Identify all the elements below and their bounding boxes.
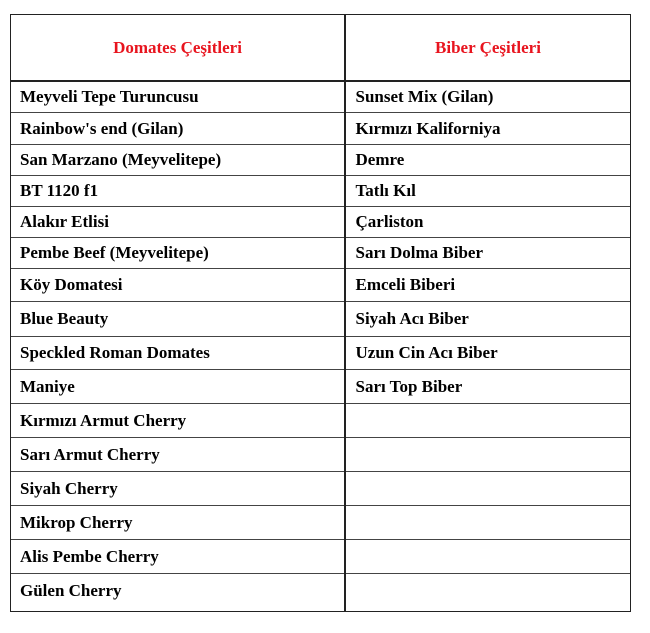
pepper-variety-cell: Sarı Top Biber bbox=[346, 370, 631, 404]
table-row bbox=[11, 269, 630, 302]
tomato-variety-cell: Pembe Beef (Meyvelitepe) bbox=[11, 238, 346, 269]
tomato-variety-cell: Siyah Cherry bbox=[11, 472, 346, 506]
table-row bbox=[11, 574, 630, 609]
column-divider bbox=[344, 15, 346, 611]
tomato-variety-cell: Blue Beauty bbox=[11, 302, 346, 337]
table-row bbox=[11, 207, 630, 238]
table-row bbox=[11, 370, 630, 404]
pepper-variety-cell: Siyah Acı Biber bbox=[346, 302, 631, 337]
pepper-variety-cell bbox=[346, 472, 631, 506]
pepper-variety-cell bbox=[346, 540, 631, 574]
table-row bbox=[11, 238, 630, 269]
tomato-variety-cell: Sarı Armut Cherry bbox=[11, 438, 346, 472]
pepper-variety-cell: Çarliston bbox=[346, 207, 631, 238]
table-row bbox=[11, 506, 630, 540]
tomato-variety-cell: BT 1120 f1 bbox=[11, 176, 346, 207]
tomato-variety-cell: Rainbow's end (Gilan) bbox=[11, 113, 346, 145]
table-row bbox=[11, 438, 630, 472]
pepper-variety-cell: Kırmızı Kaliforniya bbox=[346, 113, 631, 145]
header-pepper-varieties: Biber Çeşitleri bbox=[435, 37, 541, 57]
table-body bbox=[11, 82, 630, 609]
tomato-variety-cell: Kırmızı Armut Cherry bbox=[11, 404, 346, 438]
tomato-variety-cell: Meyveli Tepe Turuncusu bbox=[11, 82, 346, 113]
pepper-variety-cell bbox=[346, 404, 631, 438]
tomato-variety-cell: Mikrop Cherry bbox=[11, 506, 346, 540]
tomato-variety-cell: Gülen Cherry bbox=[20, 581, 122, 601]
pepper-variety-cell bbox=[346, 438, 631, 472]
pepper-variety-cell: Demre bbox=[346, 145, 631, 176]
table-row bbox=[11, 176, 630, 207]
varieties-table bbox=[10, 14, 631, 612]
table-row bbox=[11, 145, 630, 176]
table-row bbox=[11, 302, 630, 337]
pepper-variety-cell: Sarı Dolma Biber bbox=[346, 238, 631, 269]
table-row bbox=[11, 540, 630, 574]
header-tomato-varieties: Domates Çeşitleri bbox=[113, 37, 242, 57]
table-row bbox=[11, 113, 630, 145]
table-row bbox=[11, 404, 630, 438]
tomato-variety-cell: Köy Domatesi bbox=[11, 269, 346, 302]
pepper-variety-cell: Tatlı Kıl bbox=[346, 176, 631, 207]
pepper-variety-cell bbox=[346, 506, 631, 540]
table-row bbox=[11, 82, 630, 113]
pepper-variety-cell: Sunset Mix (Gilan) bbox=[346, 82, 631, 113]
table-row bbox=[11, 337, 630, 370]
tomato-variety-cell: Speckled Roman Domates bbox=[11, 337, 346, 370]
tomato-variety-cell: Alakır Etlisi bbox=[11, 207, 346, 238]
tomato-variety-cell: San Marzano (Meyvelitepe) bbox=[11, 145, 346, 176]
pepper-variety-cell bbox=[346, 574, 631, 609]
pepper-variety-cell: Emceli Biberi bbox=[346, 269, 631, 302]
pepper-variety-cell: Uzun Cin Acı Biber bbox=[346, 337, 631, 370]
table-row bbox=[11, 472, 630, 506]
tomato-variety-cell: Alis Pembe Cherry bbox=[11, 540, 346, 574]
tomato-variety-cell: Maniye bbox=[11, 370, 346, 404]
